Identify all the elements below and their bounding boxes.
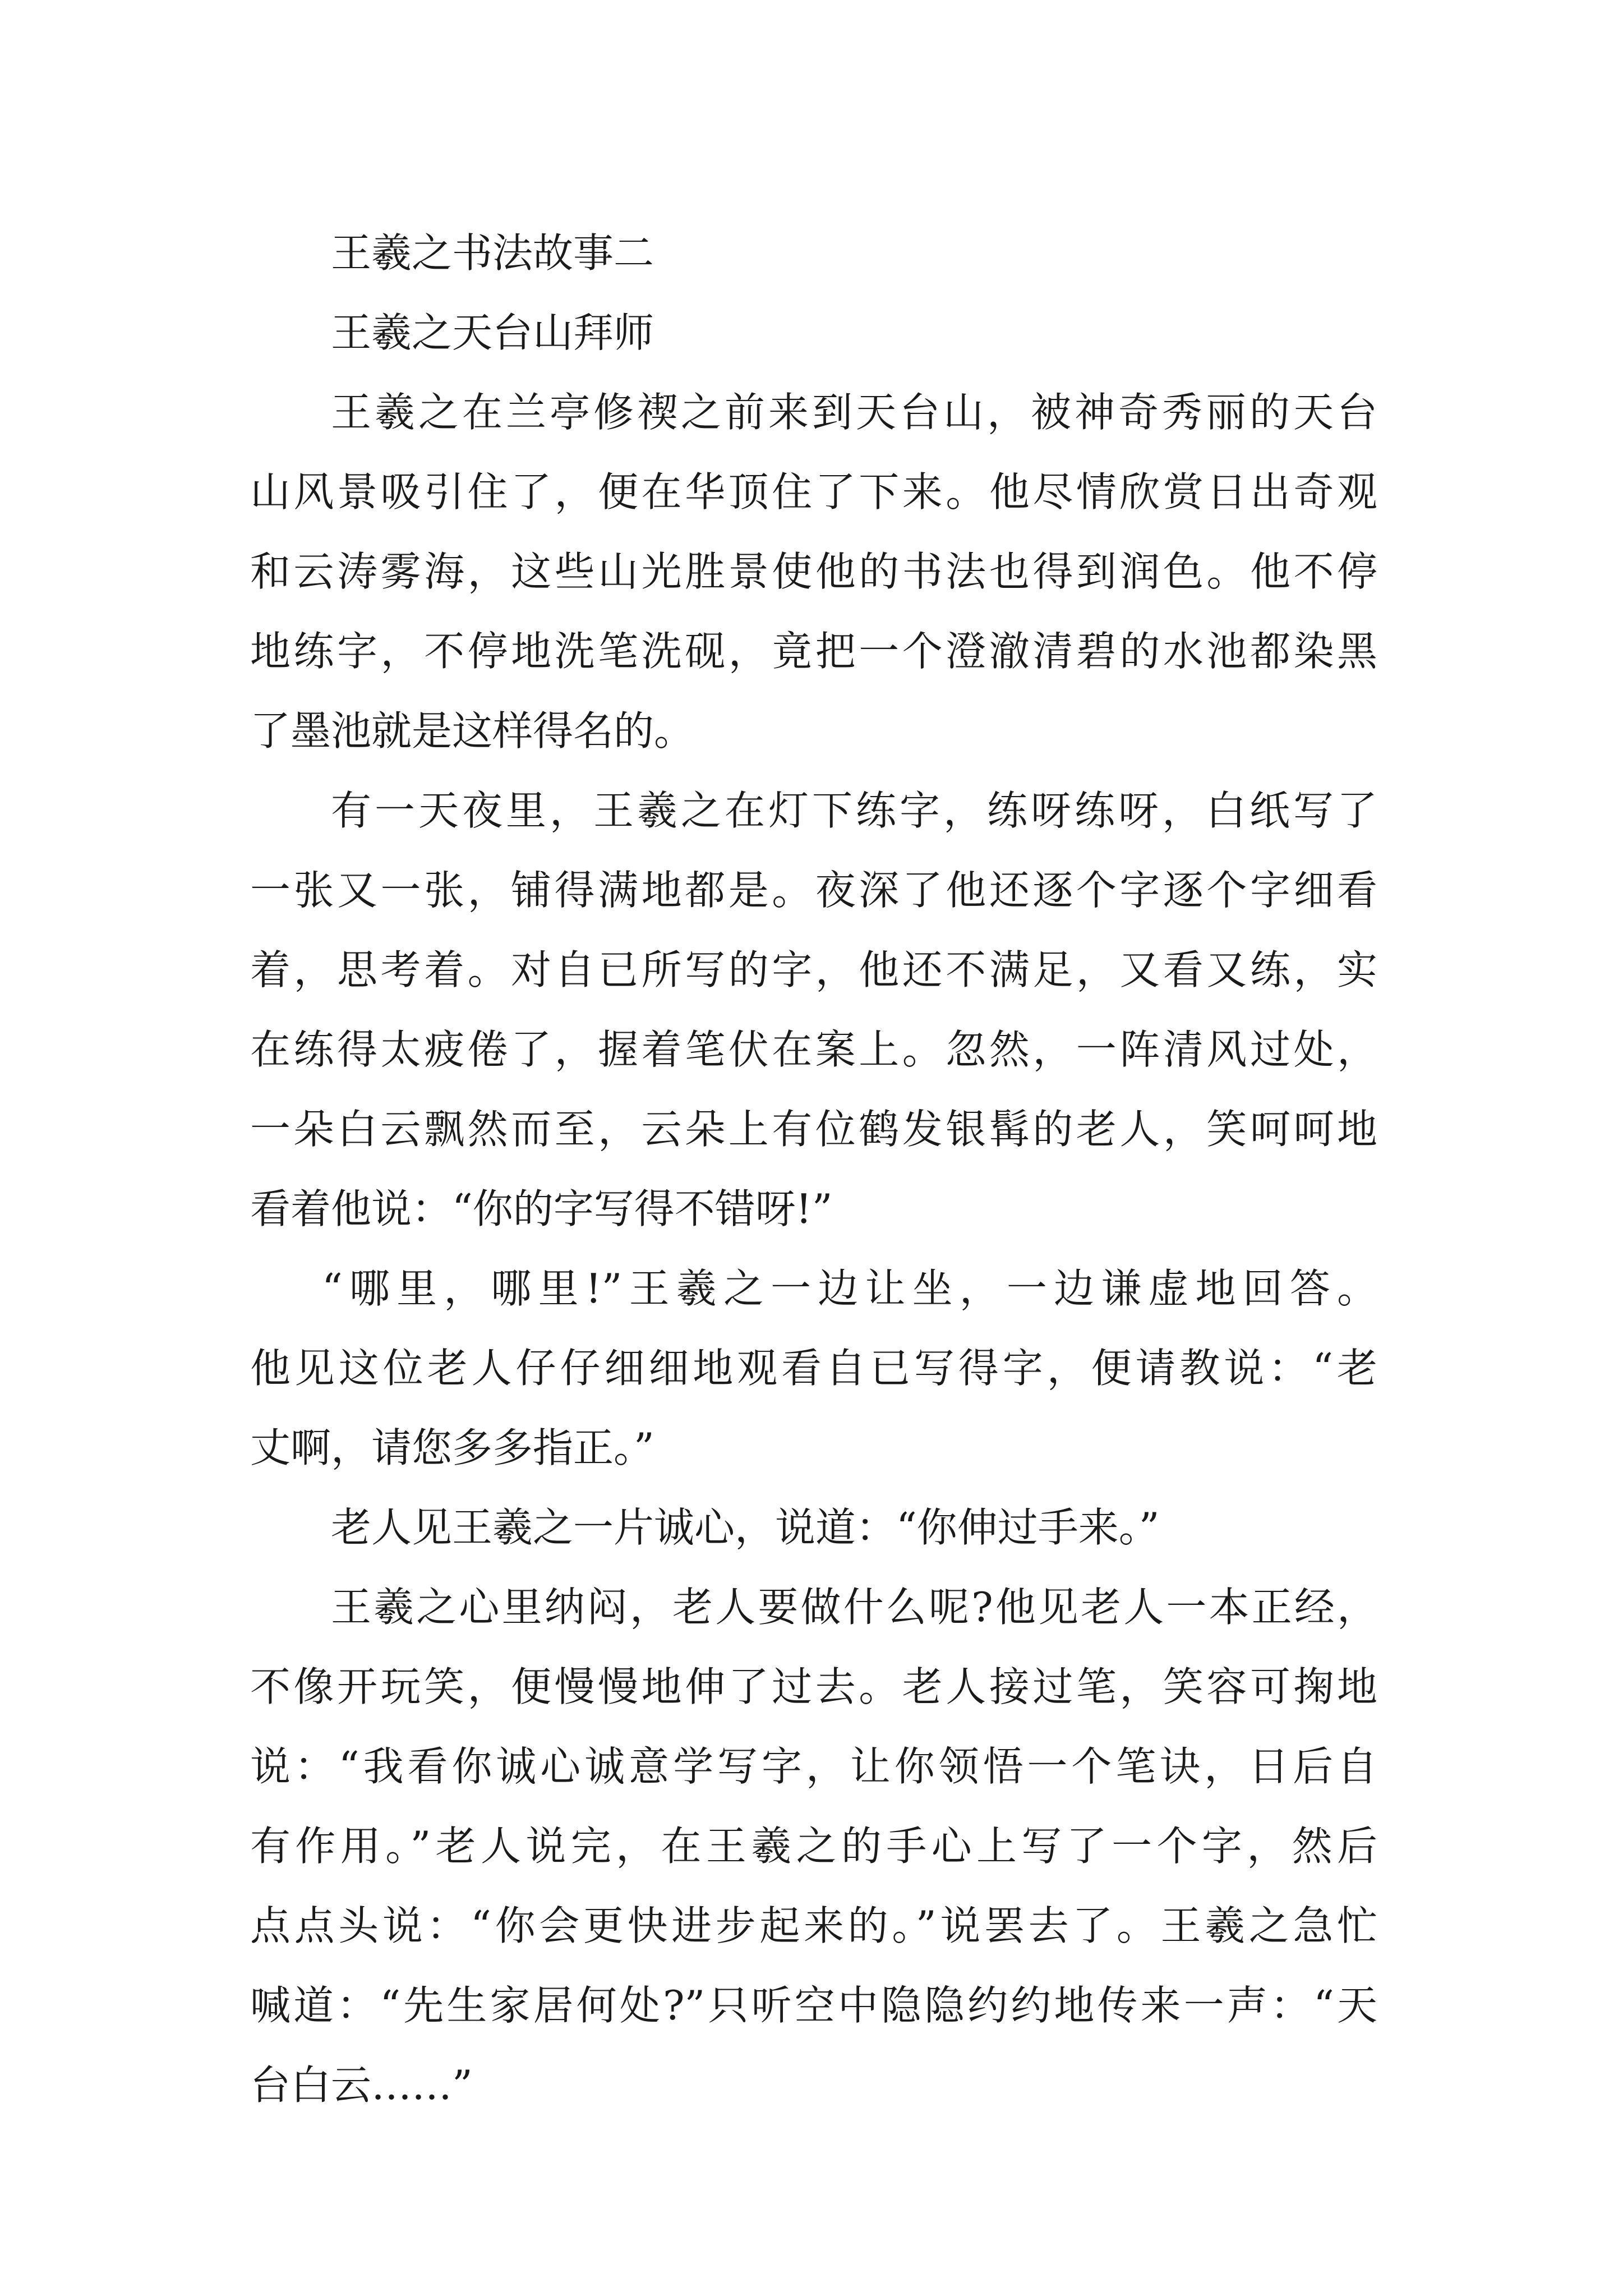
paragraph-line: 台白云……” (250, 2062, 473, 2109)
paragraph-line: 有作用。”老人说完，在王羲之的手心上写了一个字，然后 (250, 1823, 1377, 1870)
paragraph-line: 不像开玩笑，便慢慢地伸了过去。老人接过笔，笑容可掬地 (250, 1663, 1377, 1710)
paragraph-line: 着，思考着。对自已所写的字，他还不满足，又看又练，实 (250, 946, 1377, 993)
paragraph-line: 喊道：“先生家居何处?”只听空中隐隐约约地传来一声：“天 (250, 1982, 1377, 2029)
paragraph-line: 王羲之在兰亭修禊之前来到天台山，被神奇秀丽的天台 (331, 389, 1377, 436)
paragraph-2 (250, 771, 1377, 1249)
paragraph-line: 一朵白云飘然而至，云朵上有位鹤发银髯的老人，笑呵呵地 (250, 1106, 1377, 1153)
document-heading: 王羲之书法故事二 (331, 229, 654, 277)
paragraph-1 (250, 372, 1377, 771)
paragraph-4 (250, 1488, 1377, 1567)
paragraph-line: 和云涛雾海，这些山光胜景使他的书法也得到润色。他不停 (250, 548, 1377, 595)
paragraph-line: 王羲之心里纳闷，老人要做什么呢?他见老人一本正经， (331, 1584, 1377, 1631)
paragraph-line: 了墨池就是这样得名的。 (250, 707, 695, 754)
paragraph-line: 丈啊，请您多多指正。” (250, 1424, 654, 1471)
paragraph-3 (250, 1249, 1377, 1488)
document-subheading: 王羲之天台山拜师 (331, 309, 654, 356)
paragraph-line: 老人见王羲之一片诚心，说道：“你伸过手来。” (331, 1504, 1160, 1551)
paragraph-line: 山风景吸引住了，便在华顶住了下来。他尽情欣赏日出奇观 (250, 468, 1377, 516)
paragraph-line: 他见这位老人仔仔细细地观看自已写得字，便请教说：“老 (250, 1345, 1377, 1392)
paragraph-5 (250, 1567, 1377, 2125)
paragraph-line: “哪里，哪里!”王羲之一边让坐，一边谦虚地回答。 (322, 1265, 1377, 1312)
paragraph-line: 有一天夜里，王羲之在灯下练字，练呀练呀，白纸写了 (331, 787, 1377, 834)
paragraph-line: 地练字，不停地洗笔洗砚，竟把一个澄澈清碧的水池都染黑 (250, 628, 1377, 675)
paragraph-line: 在练得太疲倦了，握着笔伏在案上。忽然，一阵清风过处， (250, 1026, 1377, 1073)
paragraph-line: 看着他说：“你的字写得不错呀!” (250, 1185, 833, 1232)
document-page (250, 213, 1377, 2125)
paragraph-line: 说：“我看你诚心诚意学写字，让你领悟一个笔诀，日后自 (250, 1743, 1377, 1790)
paragraph-line: 点点头说：“你会更快进步起来的。”说罢去了。王羲之急忙 (250, 1902, 1377, 1949)
paragraph-line: 一张又一张，铺得满地都是。夜深了他还逐个字逐个字细看 (250, 867, 1377, 914)
